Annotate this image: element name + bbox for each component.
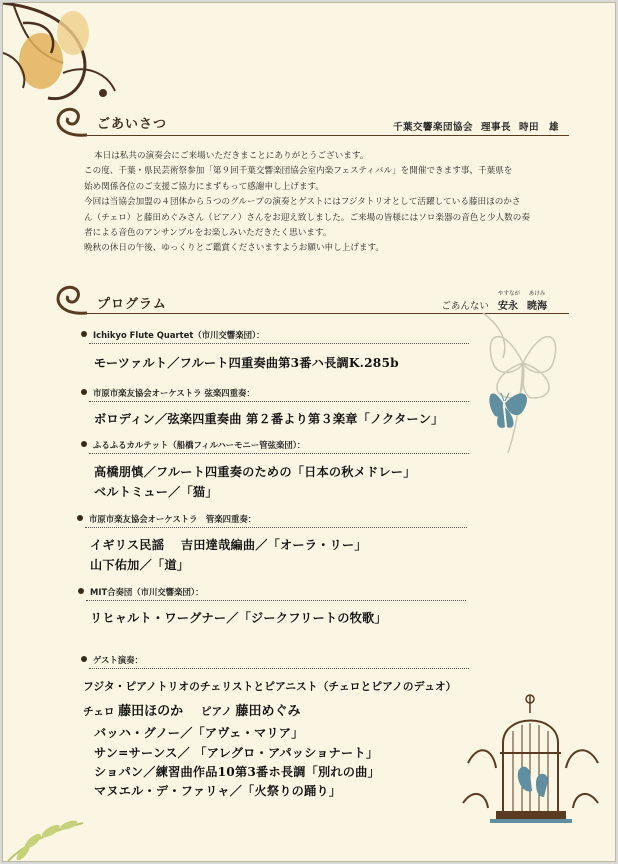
greeting-line: 今回は当協会加盟の４団体から５つのグループの演奏とゲストにはフジタトリオとして活躍している藤田ほのかさ (84, 197, 521, 208)
guest-piece: バッハ・グノー／「アヴェ・マリア」 (94, 726, 304, 740)
group-header: 市原市楽友協会オーケストラ 弦楽四重奏： (81, 387, 255, 399)
dotted-rule (89, 668, 469, 669)
bullet-icon (81, 656, 87, 662)
dotted-rule (85, 527, 467, 528)
greeting-author (385, 119, 559, 133)
greeting-section-header (51, 105, 569, 139)
greeting-role: 理事長 (480, 122, 511, 133)
dotted-rule (89, 401, 469, 402)
pianist-name: 藤田めぐみ (235, 704, 301, 719)
guest-piece: マヌエル・デ・ファリャ／「火祭りの踊り」 (94, 784, 342, 798)
dotted-rule (89, 453, 469, 454)
greeting-line: 晩秋の休日の午後、ゆっくりとご鑑賞くださいますようお願い申し上げます。 (84, 243, 385, 254)
piece-title: ベルトミュー／「猫」 (94, 485, 218, 499)
mc-label: ごあんない (441, 301, 489, 312)
bullet-icon (81, 441, 87, 447)
program-group (81, 654, 143, 666)
leaf-ornament (3, 811, 93, 861)
greeting-text (84, 149, 574, 257)
program-group (81, 439, 305, 451)
program-group (81, 387, 255, 399)
mc-surname-ruby: やすなが (497, 291, 520, 297)
greeting-name: 時田 雄 (518, 122, 559, 133)
greeting-line: ん（チェロ）と藤田めぐみさん（ピアノ）さんをお迎え致しました。ご来場の皆様にはソロ楽器の音色と少人数の奏 (84, 212, 530, 223)
greeting-line: この度、千葉・県民芸術祭参加「第９回千葉交響楽団協会室内楽フェスティバル」を開催できます事、千葉県を (84, 166, 513, 177)
dotted-rule (86, 600, 466, 601)
bullet-icon (81, 331, 87, 337)
piece-title: ボロディン／弦楽四重奏曲 第２番より第３楽章「ノクターン」 (94, 412, 444, 426)
section-rule (81, 135, 569, 136)
group-header: Ichikyo Flute Quartet（市川交響楽団）： (81, 329, 265, 341)
greeting-line: 者による音色のアンサンブルをお楽しみいただきたく思います。 (84, 228, 332, 239)
flower-butterfly-ornament (463, 303, 583, 453)
piece-title: 山下佑加／「道」 (90, 558, 190, 572)
guest-piece: ショパン／練習曲作品10第3番ホ長調「別れの曲」 (94, 765, 380, 779)
group-header: 市原市楽友協会オーケストラ 管楽四重奏： (77, 513, 256, 525)
greeting-line: 本日は私共の演奏会にご来場いただきまことにありがとうございます。 (94, 151, 369, 161)
program-page (2, 2, 616, 862)
bullet-icon (78, 588, 84, 594)
floral-corner-ornament (3, 3, 133, 113)
piece-title: 高橋朋慎／フルート四重奏のための「日本の秋メドレー」 (94, 465, 416, 479)
birdcage-ornament (458, 693, 603, 843)
program-group (78, 586, 203, 598)
group-header: ふるふるカルテット（船橋フィルハーモニー管弦楽団）： (81, 439, 305, 451)
greeting-org: 千葉交響楽団協会 (392, 122, 473, 133)
bullet-icon (77, 515, 83, 521)
guest-title: フジタ・ピアノトリオのチェリストとピアニスト（チェロとピアノのデュオ） (83, 680, 457, 693)
piece-title: モーツァルト／フルート四重奏曲第3番ハ長調K.285b (94, 356, 399, 370)
greeting-heading: ごあいさつ (97, 117, 168, 132)
program-group (77, 513, 256, 525)
piece-title: リヒャルト・ワーグナー／「ジークフリートの牧歌」 (90, 611, 387, 625)
mc-given-name: あけみ 暁海 (527, 291, 547, 312)
piano-label: ピアノ (200, 706, 232, 718)
cellist-name: 藤田ほのか (118, 704, 184, 719)
program-group (81, 329, 265, 341)
dotted-rule (89, 343, 469, 344)
mc-given-ruby: あけみ (528, 291, 546, 297)
greeting-line: 始め関係各位のご支援ご協力にまずもって感謝申し上げます。 (84, 181, 324, 192)
mc-surname: やすなが 安永 (497, 291, 520, 312)
bullet-icon (81, 389, 87, 395)
swirl-ornament-icon (51, 283, 91, 317)
group-header: ゲスト演奏： (81, 654, 143, 666)
guest-piece: サン=サーンス／ 「アレグロ・アパッショナート」 (94, 746, 379, 760)
piece-title: イギリス民謡 吉田達哉編曲／「オーラ・リー」 (90, 538, 367, 552)
cello-label: チェロ (83, 706, 115, 718)
program-heading: プログラム (97, 297, 167, 312)
group-header: MIT合奏団（市川交響楽団）： (78, 586, 203, 598)
swirl-ornament-icon (51, 105, 91, 139)
guest-performers (83, 700, 301, 719)
